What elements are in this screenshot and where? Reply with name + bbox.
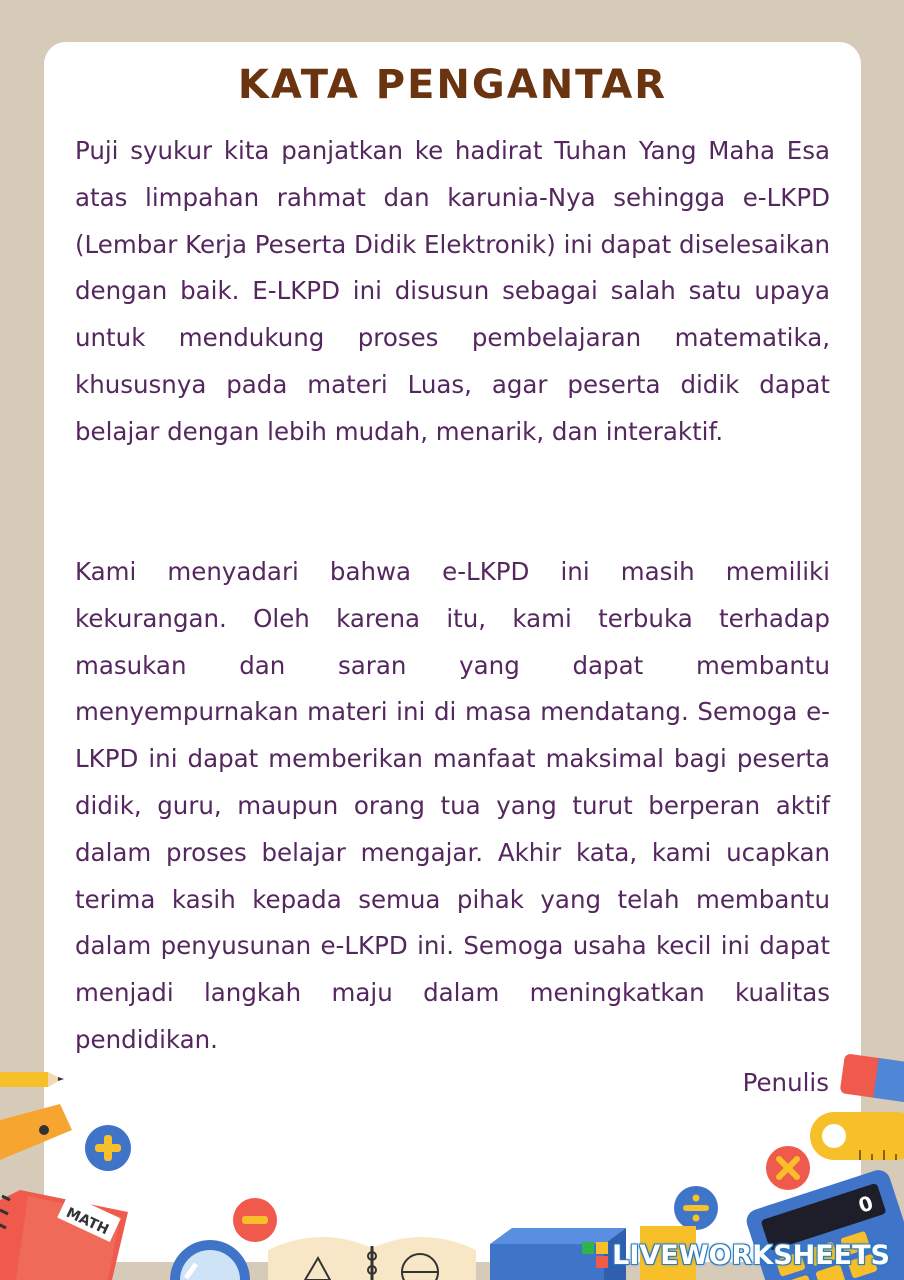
book-icon <box>0 1190 128 1280</box>
plus-sign-icon <box>85 1125 131 1171</box>
ruler-right-icon <box>810 1112 904 1160</box>
signature: Penulis <box>742 1068 829 1097</box>
ruler-icon <box>0 1104 72 1160</box>
paragraph-1: Puji syukur kita panjatkan ke hadirat Tuhan Yang Maha Esa atas limpahan rahmat dan karunia-Nya sehingga e-LKPD (Lembar Kerja Peserta Didik Elektronik) ini dapat diselesaikan dengan baik. E-LKPD ini disusun sebagai salah satu upaya untuk mendukung proses pembelajaran matematika, khususnya pada materi Luas, agar peserta didik dapat belajar dengan lebih mudah, menarik, dan interaktif. <box>75 136 831 446</box>
magnifier-icon <box>170 1240 250 1280</box>
book-label: MATH <box>63 1204 112 1239</box>
notebook-icon <box>268 1237 476 1280</box>
liveworksheets-logo-icon <box>582 1242 608 1268</box>
page-title: KATA PENGANTAR <box>237 62 668 108</box>
paragraph-2: Kami menyadari bahwa e-LKPD ini masih memiliki kekurangan. Oleh karena itu, kami terbuka terhadap masukan dan saran yang dapat membantu menyempurnakan materi ini di masa mendatang. Semoga e-LKPD ini dapat memberikan manfaat maksimal bagi peserta didik, guru, maupun orang tua yang turut berperan aktif dalam proses belajar mengajar. Akhir kata, kami ucapkan terima kasih kepada semua pihak yang telah membantu dalam penyusunan e-LKPD ini. Semoga usaha kecil ini dapat menjadi langkah maju dalam meningkatkan kualitas pendidikan. <box>75 557 830 1054</box>
liveworksheets-text: LIVEWORKSHEETS <box>612 1239 890 1271</box>
minus-sign-icon <box>233 1198 277 1242</box>
pencil-icon <box>0 1072 64 1087</box>
divide-sign-icon <box>674 1186 718 1230</box>
liveworksheets-watermark <box>582 1236 890 1274</box>
calculator-display: 0 <box>855 1190 877 1218</box>
times-sign-icon <box>766 1146 810 1190</box>
eraser-icon <box>840 1053 904 1102</box>
